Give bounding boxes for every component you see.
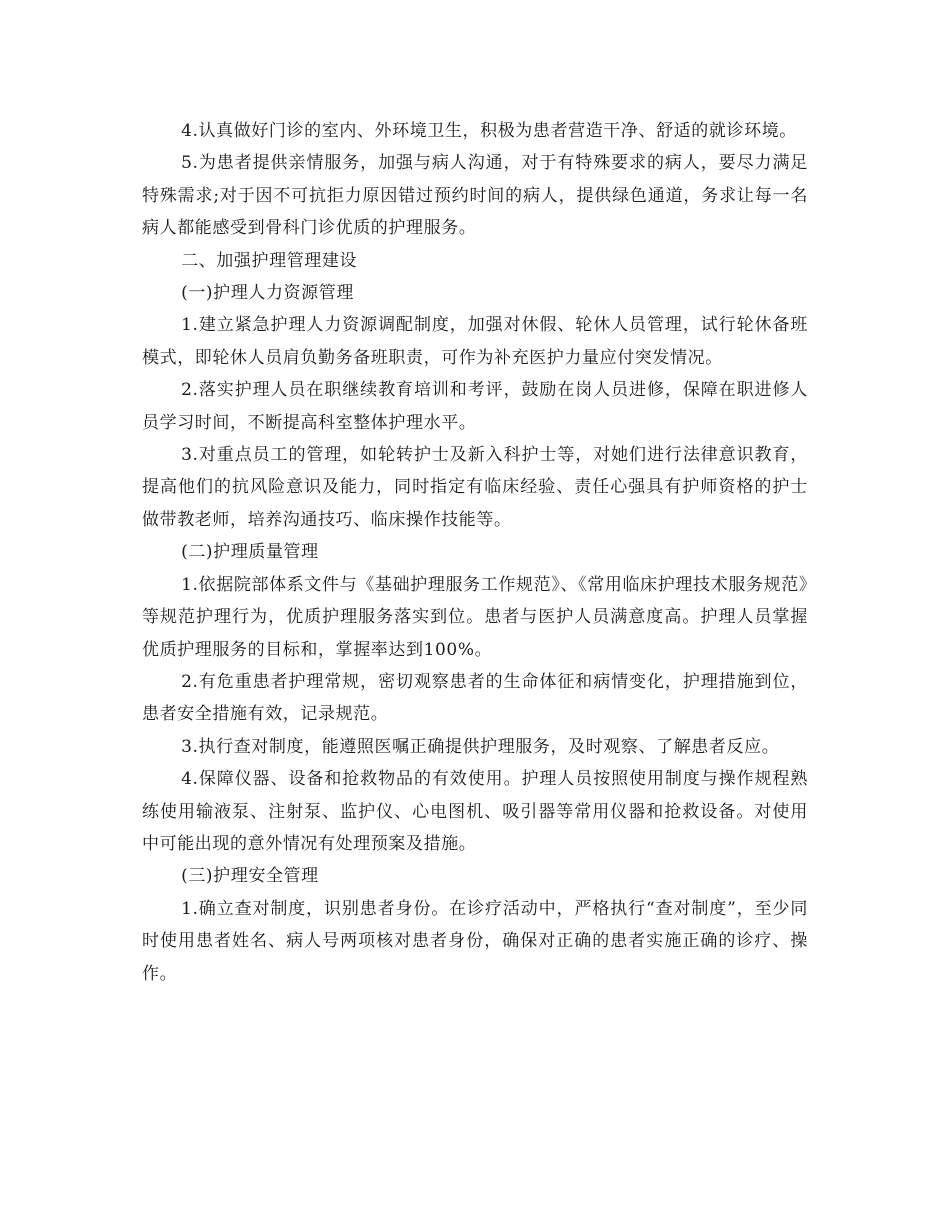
paragraph: 2.落实护理人员在职继续教育培训和考评，鼓励在岗人员进修，保障在职进修人员学习时间，不断提高科室整体护理水平。	[142, 380, 808, 433]
document-page	[142, 115, 808, 990]
paragraph: 3.执行查对制度，能遵照医嘱正确提供护理服务，及时观察、了解患者反应。	[181, 736, 780, 757]
paragraph: 1.依据院部体系文件与《基础护理服务工作规范》、《常用临床护理技术服务规范》等规范护理行为，优质护理服务落实到位。患者与医护人员满意度高。护理人员掌握优质护理服务的目标和，掌握率达到100%。	[142, 574, 808, 660]
subsection-heading: (二)护理质量管理	[181, 542, 319, 563]
paragraph: 1.建立紧急护理人力资源调配制度，加强对休假、轮休人员管理，试行轮休备班模式，即轮休人员肩负勤务备班职责，可作为补充医护力量应付突发情况。	[142, 315, 808, 368]
subsection-heading: (三)护理安全管理	[181, 866, 319, 887]
paragraph: 4.保障仪器、设备和抢救物品的有效使用。护理人员按照使用制度与操作规程熟练使用输液泵、注射泵、监护仪、心电图机、吸引器等常用仪器和抢救设备。对使用中可能出现的意外情况有处理预案及措施。	[142, 769, 808, 854]
paragraph: 4.认真做好门诊的室内、外环境卫生，积极为患者营造干净、舒适的就诊环境。	[181, 121, 797, 141]
paragraph: 5.为患者提供亲情服务，加强与病人沟通，对于有特殊要求的病人，要尽力满足特殊需求;对于因不可抗拒力原因错过预约时间的病人，提供绿色通道，务求让每一名病人都能感受到骨科门诊优质的护理服务。	[142, 153, 808, 239]
paragraph: 1.确立查对制度，识别患者身份。在诊疗活动中，严格执行“查对制度”，至少同时使用患者姓名、病人号两项核对患者身份，确保对正确的患者实施正确的诊疗、操作。	[142, 898, 808, 984]
paragraph: 3.对重点员工的管理，如轮转护士及新入科护士等，对她们进行法律意识教育，提高他们的抗风险意识及能力，同时指定有临床经验、责任心强具有护师资格的护士做带教老师，培养沟通技巧、临床操作技能等。	[142, 445, 808, 530]
paragraph: 2.有危重患者护理常规，密切观察患者的生命体征和病情变化，护理措施到位，患者安全措施有效，记录规范。	[142, 671, 808, 725]
subsection-heading: (一)护理人力资源管理	[181, 283, 354, 304]
section-heading: 二、加强护理管理建设	[181, 250, 358, 271]
